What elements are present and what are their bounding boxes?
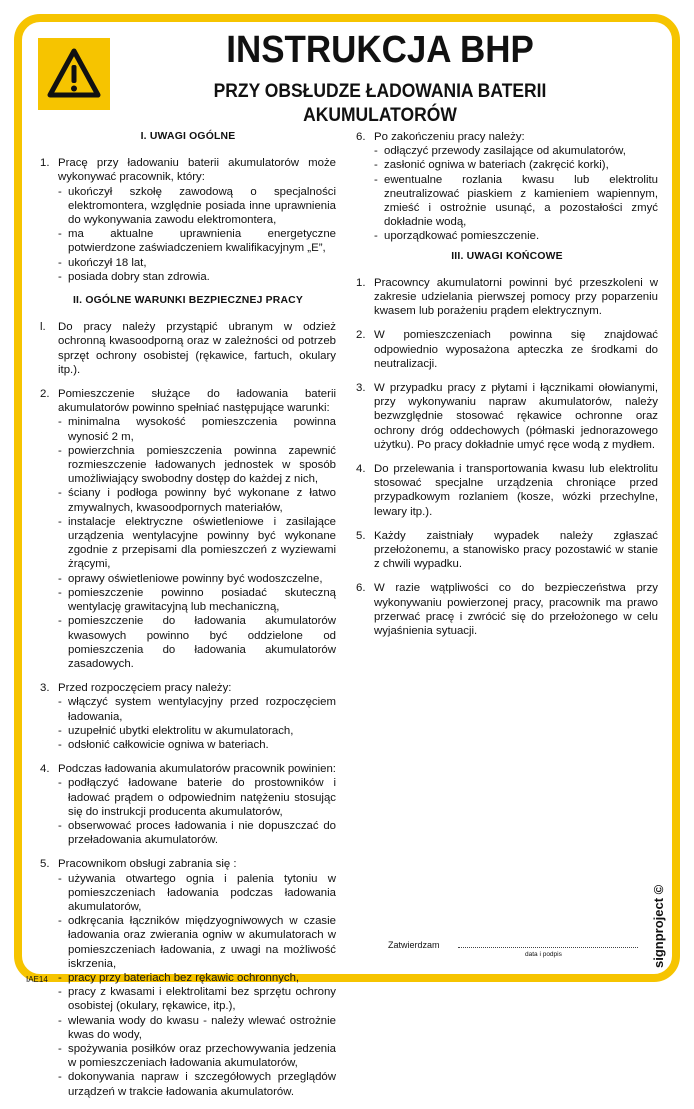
item-text: W pomieszczeniach powinna się znajdować odpowiednio wyposażona apteczka ze środkami do neutralizacji.	[374, 329, 658, 370]
sub-item-text: pracy przy bateriach bez rękawic ochronnych,	[68, 971, 300, 984]
sub-item	[58, 586, 336, 614]
dash-bullet: -	[58, 270, 62, 283]
item-number: 5.	[356, 529, 366, 542]
right-column	[356, 130, 658, 648]
item-body	[374, 529, 658, 572]
sub-item-text: odsłonić całkowicie ogniwa w bateriach.	[68, 738, 269, 751]
item-body	[58, 857, 336, 1098]
item-number: 3.	[40, 682, 50, 695]
list-item	[356, 381, 658, 452]
item-body	[374, 381, 658, 452]
item-text: W razie wątpliwości co do bezpieczeństwa przy wykonywaniu powierzonej pracy, pracownik ma prawo przerwać pracę i zwrócić się do przełożonego w celu wyjaśnienia sytuacji.	[374, 582, 658, 638]
sub-item	[58, 738, 336, 752]
sub-item	[58, 1070, 336, 1098]
sub-item-text: spożywania posiłków oraz przechowywania jedzenia w pomieszczeniach ładowania akumulatorów,	[68, 1042, 336, 1070]
item-body	[58, 681, 336, 752]
sub-item-text: uporządkować pomieszczenie.	[384, 230, 540, 243]
dash-bullet: -	[58, 724, 62, 737]
list-item	[356, 581, 658, 638]
dash-bullet: -	[58, 819, 62, 832]
sub-item	[58, 914, 336, 971]
approval-label: Zatwierdzam	[388, 940, 440, 950]
dash-bullet: -	[58, 1071, 62, 1084]
dash-bullet: -	[58, 872, 62, 885]
list-item	[40, 320, 336, 377]
item-text: W przypadku pracy z płytami i łącznikami ołowianymi, przy wykonywaniu napraw akumulatorów, należy bezwzględnie stosować rękawice ochronne oraz ochrony dróg oddechowych (półmaski jednorazowego użytku). Po pracy dokładnie umyć ręce wodą z mydłem.	[374, 382, 658, 451]
sub-item	[374, 158, 658, 172]
item-number: 5.	[40, 858, 50, 871]
sub-item-text: podłączyć ładowane baterie do prostowników i ładować prądem o odpowiednim natężeniu stosując się do instrukcji producenta akumulatorów,	[68, 777, 336, 818]
sub-item-text: ściany i podłoga powinny być wykonane z łatwo zmywalnych, kwasoodpornych materiałów,	[68, 487, 336, 514]
item-text: Pracowncy akumulatorni powinni być przeszkoleni w zakresie udzielania pierwszej pomocy przy poparzeniu kwasem lub porażeniu prądem elektrycznym.	[374, 276, 658, 318]
section-1-items	[40, 156, 336, 284]
item-text: Po zakończeniu pracy należy:	[374, 131, 525, 143]
item-text: Pomieszczenie służące do ładowania baterii akumulatorów powinno spełniać następujące warunki:	[58, 388, 336, 415]
list-item	[40, 681, 336, 752]
item-body	[374, 276, 658, 319]
dash-bullet: -	[58, 256, 62, 269]
dash-bullet: -	[58, 615, 62, 628]
sub-item	[58, 819, 336, 847]
dash-bullet: -	[58, 1042, 62, 1055]
item-text: Podczas ładowania akumulatorów pracownik powinien:	[58, 763, 336, 776]
page-title: INSTRUKCJA BHP	[226, 29, 534, 71]
item-body	[58, 387, 336, 671]
sub-item-text: zasłonić ogniwa w bateriach (zakręcić korki),	[384, 159, 609, 172]
item-body	[374, 462, 658, 519]
sub-item-text: odłączyć przewody zasilające od akumulatorów,	[384, 145, 626, 158]
sub-item	[58, 444, 336, 487]
sub-item-text: posiada dobry stan zdrowia.	[68, 270, 210, 283]
item-text: Pracę przy ładowaniu baterii akumulatorów może wykonywać pracownik, który:	[58, 157, 336, 184]
brand-mark: signproject ©	[651, 884, 666, 968]
item-text: Pracownikom obsługi zabrania się :	[58, 858, 237, 871]
item-text: Każdy zaistniały wypadek należy zgłaszać przełożonemu, a stanowisko pracy pozostawić w stanie z chwili wypadku.	[374, 529, 658, 571]
item-body	[374, 581, 658, 638]
dash-bullet: -	[58, 915, 62, 928]
signature-line	[458, 947, 638, 948]
section-2-items-left	[40, 320, 336, 1099]
item-text: Do pracy należy przystąpić ubranym w odzież ochronną kwasoodporną oraz w zależności od potrzeb sprzęt ochrony osobistej (rękawice, fartuch, okulary itp.).	[58, 321, 336, 376]
sub-item-text: włączyć system wentylacyjny przed rozpoczęciem ładowania,	[68, 696, 336, 723]
list-item	[40, 156, 336, 284]
dash-bullet: -	[58, 185, 62, 198]
sub-item-text: pomieszczenie powinno posiadać skuteczną wentylację grawitacyjną lub mechaniczną,	[68, 586, 336, 614]
item-body	[58, 320, 336, 377]
warning-badge	[38, 38, 110, 110]
item-number: l.	[40, 321, 46, 334]
dash-bullet: -	[374, 145, 378, 158]
dash-bullet: -	[58, 228, 62, 241]
sub-item-text: pomieszczenie do ładowania akumulatorów kwasowych powinno być oddzielone od pomieszczenia do ładowania akumulatorów zasadowych.	[68, 615, 336, 670]
item-body	[58, 156, 336, 284]
item-number: 6.	[356, 582, 366, 595]
list-item	[356, 462, 658, 519]
dash-bullet: -	[58, 444, 62, 457]
sub-item	[58, 872, 336, 915]
sub-item-text: używania otwartego ognia i palenia tytoniu w pomieszczeniach ładowania podczas ładowania akumulatorów,	[68, 872, 336, 913]
sub-item-text: oprawy oświetleniowe powinny być wodoszczelne,	[68, 572, 323, 585]
item-body	[58, 762, 336, 847]
sub-item-text: wlewania wody do kwasu - należy wlewać ostrożnie kwas do wody,	[68, 1014, 336, 1041]
sub-item-text: instalacje elektryczne oświetleniowe i zasilające urządzenia wentylacyjne powinny być wykonane zgodnie z przepisami dla pomieszczeń z wyziewami żrącymi,	[68, 515, 336, 571]
section-3-items	[356, 276, 658, 638]
item-body	[374, 130, 658, 244]
sub-item	[58, 415, 336, 443]
list-item	[356, 130, 658, 244]
item-number: 1.	[356, 276, 366, 289]
dash-bullet: -	[58, 572, 62, 585]
dash-bullet: -	[58, 971, 62, 984]
dash-bullet: -	[374, 173, 378, 186]
sub-item	[58, 1042, 336, 1070]
sub-item	[58, 185, 336, 228]
approval-sub-label: data i podpis	[525, 951, 562, 958]
item-number: 4.	[356, 463, 366, 476]
sub-item-text: minimalna wysokość pomieszczenia powinna wynosić 2 m,	[68, 416, 336, 443]
sub-item	[58, 256, 336, 270]
sub-item	[374, 173, 658, 230]
sub-item	[58, 515, 336, 572]
sub-item-text: dokonywania napraw i szczegółowych przeglądów urządzeń w trakcie ładowania akumulatorów.	[68, 1071, 336, 1098]
sub-item-text: ukończył 18 lat,	[68, 256, 147, 269]
sub-item	[58, 695, 336, 723]
sub-item-text: obserwować proces ładowania i nie dopuszczać do przeładowania akumulatorów.	[68, 819, 336, 847]
sub-item-text: powierzchnia pomieszczenia powinna zapewnić rozmieszczenie ładowanych jednostek w sposób umożliwiający swobodny dostęp do każdej z nich,	[68, 444, 336, 486]
section-3-title: III. UWAGI KOŃCOWE	[451, 250, 563, 262]
list-item	[356, 276, 658, 319]
sub-item-text: pracy z kwasami i elektrolitami bez sprzętu ochrony osobistej (okulary, rękawice, itp.),	[68, 986, 336, 1013]
item-number: 3.	[356, 382, 366, 395]
sub-item-text: ewentualne rozlania kwasu lub elektrolitu zneutralizować piaskiem z kamieniem wapiennym, zmieść i ostrożnie usunąć, a pozostałości zmyć dokładnie wodą,	[384, 173, 658, 229]
dash-bullet: -	[374, 230, 378, 243]
sub-item	[374, 229, 658, 243]
sub-item-text: ma aktualne uprawnienia energetyczne potwierdzone zaświadczeniem kwalifikacyjnym „E”,	[68, 228, 336, 255]
item-number: 6.	[356, 131, 366, 143]
section-1-title: I. UWAGI OGÓLNE	[140, 131, 236, 142]
list-item	[356, 529, 658, 572]
dash-bullet: -	[58, 416, 62, 429]
sub-item	[58, 985, 336, 1013]
dash-bullet: -	[58, 738, 62, 751]
list-item	[40, 857, 336, 1098]
warning-triangle-icon	[46, 46, 102, 102]
dash-bullet: -	[58, 586, 62, 599]
dash-bullet: -	[58, 777, 62, 790]
item-text: Przed rozpoczęciem pracy należy:	[58, 682, 232, 695]
dash-bullet: -	[58, 487, 62, 500]
product-code: IAE14	[26, 975, 48, 984]
dash-bullet: -	[58, 696, 62, 709]
sub-item	[58, 724, 336, 738]
dash-bullet: -	[374, 159, 378, 172]
sub-item	[58, 227, 336, 255]
sub-item-text: odkręcania łączników międzyogniwowych w czasie ładowania oraz zwierania ogniw w akumulatorach w pomieszczeniach ładowania, z uwagi na możliwość iskrzenia,	[68, 915, 336, 970]
sub-item-text: ukończył szkołę zawodową o specjalności elektromontera, względnie posiada inne uprawnienia do wykonywania zawodu elektromontera,	[68, 185, 336, 227]
item-text: Do przelewania i transportowania kwasu lub elektrolitu stosować specjalne urządzenia chroniące przed przypadkowym rozlaniem (kosze, wózki przechylne, lewary itp.).	[374, 463, 658, 518]
sub-item	[58, 614, 336, 671]
sub-item	[58, 776, 336, 819]
list-item	[356, 328, 658, 371]
list-item	[40, 387, 336, 671]
section-2-items-right	[356, 130, 658, 244]
item-number: 4.	[40, 763, 50, 776]
sub-item	[58, 270, 336, 284]
section-2-title: II. OGÓLNE WARUNKI BEZPIECZNEJ PRACY	[72, 295, 304, 307]
item-number: 2.	[40, 388, 50, 401]
dash-bullet: -	[58, 1014, 62, 1027]
sub-item	[374, 144, 658, 158]
left-column	[40, 130, 336, 1109]
dash-bullet: -	[58, 986, 62, 999]
sub-item	[58, 486, 336, 514]
dash-bullet: -	[58, 515, 62, 528]
item-number: 1.	[40, 157, 50, 170]
sub-item	[58, 1014, 336, 1042]
sub-item	[58, 971, 336, 985]
page-subtitle: PRZY OBSŁUDZE ŁADOWANIA BATERII AKUMULATORÓW	[213, 81, 547, 126]
sub-item-text: uzupełnić ubytki elektrolitu w akumulatorach,	[68, 724, 294, 737]
list-item	[40, 762, 336, 847]
item-body	[374, 328, 658, 371]
item-number: 2.	[356, 329, 366, 342]
sub-item	[58, 572, 336, 586]
